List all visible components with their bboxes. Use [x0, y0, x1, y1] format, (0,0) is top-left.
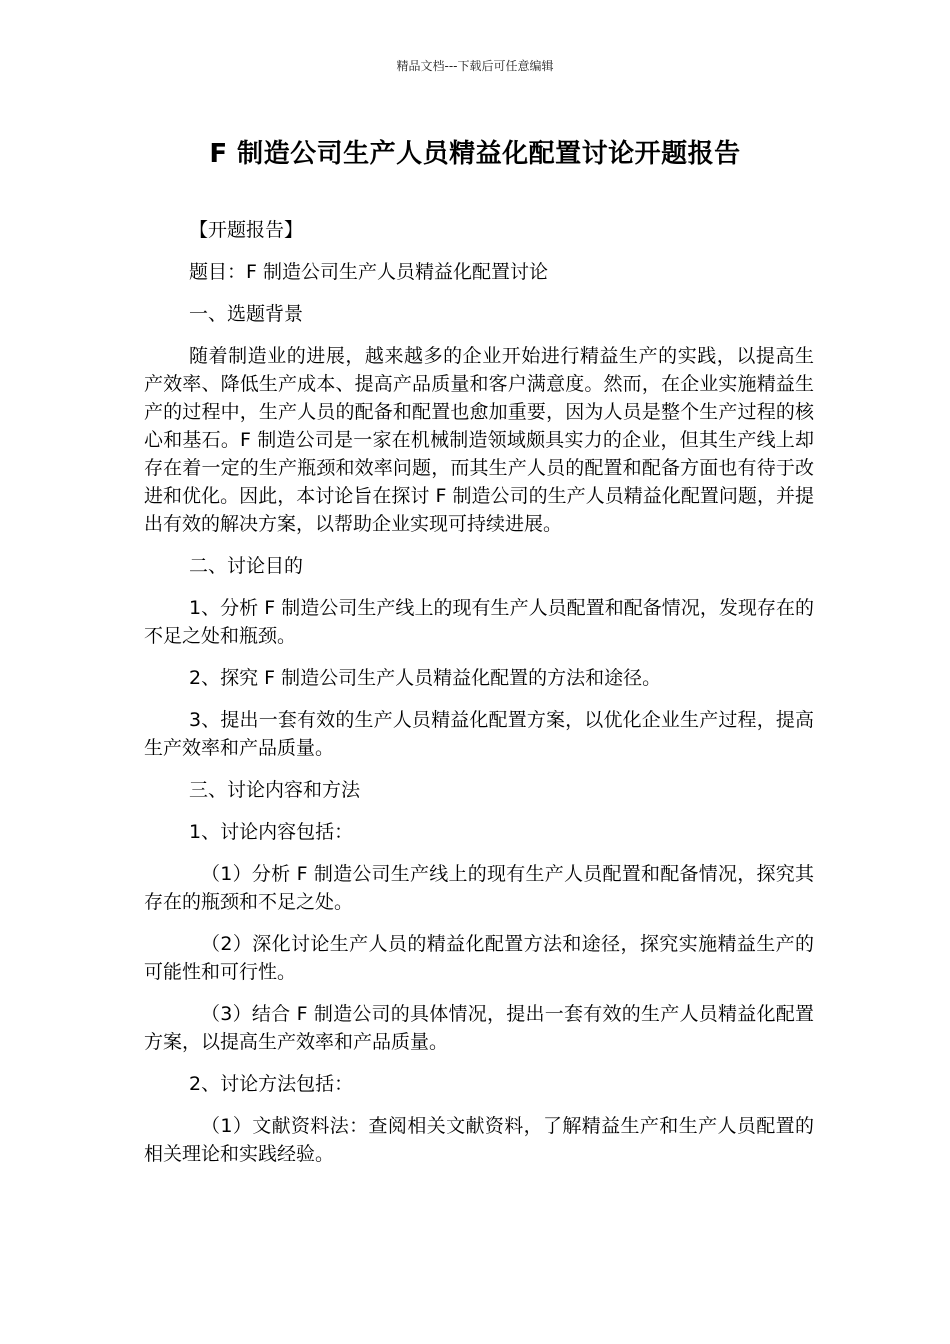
- content-item-1: （1）分析 F 制造公司生产线上的现有生产人员配置和配备情况，探究其存在的瓶颈和不足之处。: [144, 863, 814, 913]
- heading-content-method: 三、讨论内容和方法: [189, 779, 361, 801]
- purpose-item-1: 1、分析 F 制造公司生产线上的现有生产人员配置和配备情况，发现存在的不足之处和瓶颈。: [144, 597, 814, 647]
- content-item-2: （2）深化讨论生产人员的精益化配置方法和途径，探究实施精益生产的可能性和可行性。: [144, 933, 814, 983]
- method-heading: 2、讨论方法包括：: [189, 1073, 354, 1095]
- heading-background: 一、选题背景: [189, 303, 304, 325]
- page-header: 精品文档---下载后可任意编辑: [396, 59, 554, 73]
- topic-line: 题目：F 制造公司生产人员精益化配置讨论: [189, 261, 548, 283]
- purpose-item-3: 3、提出一套有效的生产人员精益化配置方案，以优化企业生产过程，提高生产效率和产品质量。: [144, 709, 814, 759]
- background-paragraph: 随着制造业的进展，越来越多的企业开始进行精益生产的实践，以提高生产效率、降低生产成本、提高产品质量和客户满意度。然而，在企业实施精益生产的过程中，生产人员的配备和配置也愈加重要，因为人员是整个生产过程的核心和基石。F 制造公司是一家在机械制造领域颇具实力的企业，但其生产线上却存在着一定的生产瓶颈和效率问题，而其生产人员的配置和配备方面也有待于改进和优化。因此，本讨论旨在探讨 F 制造公司的生产人员精益化配置问题，并提出有效的解决方案，以帮助企业实现可持续进展。: [144, 345, 814, 535]
- content-heading: 1、讨论内容包括：: [189, 821, 354, 843]
- document-body: [144, 216, 814, 1182]
- method-item-1: （1）文献资料法：查阅相关文献资料，了解精益生产和生产人员配置的相关理论和实践经验。: [144, 1115, 814, 1165]
- purpose-item-2: 2、探究 F 制造公司生产人员精益化配置的方法和途径。: [189, 667, 662, 689]
- content-item-3: （3）结合 F 制造公司的具体情况，提出一套有效的生产人员精益化配置方案，以提高生产效率和产品质量。: [144, 1003, 814, 1053]
- document-title: F 制造公司生产人员精益化配置讨论开题报告: [209, 139, 741, 169]
- heading-purpose: 二、讨论目的: [189, 555, 304, 577]
- section-label-report: 【开题报告】: [189, 219, 304, 241]
